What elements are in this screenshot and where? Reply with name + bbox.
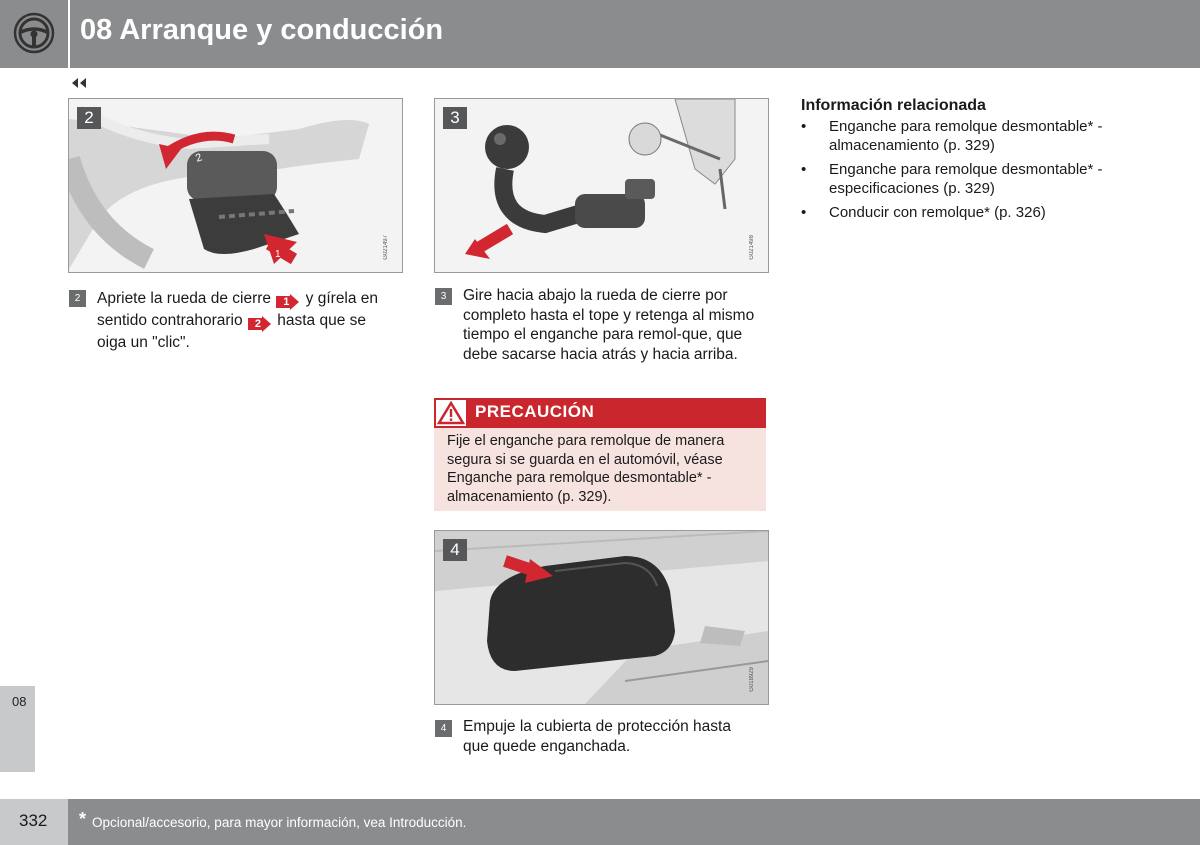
badge-1-label: 1 xyxy=(283,296,290,308)
tow-hook-removal-illustration xyxy=(435,99,768,272)
warning-triangle-icon xyxy=(436,400,466,426)
double-chevron-left-icon[interactable] xyxy=(70,76,88,94)
chapter-title: 08 Arranque y conducción xyxy=(80,14,444,46)
figure-4 xyxy=(434,530,769,705)
chapter-tab-label: 08 xyxy=(12,694,27,709)
step-2-part3: hasta que se oiga un "clic". xyxy=(97,312,367,351)
footnote-star: * xyxy=(79,809,87,829)
related-link[interactable]: • Conducir con remolque* (p. 326) xyxy=(801,203,1141,222)
footer-bar xyxy=(68,799,1200,845)
step-number-badge: 3 xyxy=(435,288,452,305)
figure-code: G018929 xyxy=(749,667,755,692)
chapter-icon-box xyxy=(0,0,70,68)
chapter-header xyxy=(0,0,1200,68)
svg-text:2: 2 xyxy=(193,151,204,165)
step-2-part2: y gírela en sentido contrahorario xyxy=(97,290,379,329)
step-number-badge: 4 xyxy=(435,720,452,737)
page-number-box xyxy=(0,799,68,845)
step-2-text xyxy=(97,288,397,354)
tow-hook-lock-illustration xyxy=(69,99,402,272)
step-4-text: Empuje la cubierta de protección hasta que quede enganchada. xyxy=(463,718,731,755)
caution-header xyxy=(434,398,766,428)
red-arrow-badge-2-icon xyxy=(248,316,272,332)
related-link[interactable]: • Enganche para remolque desmontable* - especificaciones (p. 329) xyxy=(801,160,1141,198)
figure-number: 2 xyxy=(77,107,101,129)
figure-number: 4 xyxy=(443,539,467,561)
steering-wheel-icon xyxy=(13,12,55,54)
step-3-text: Gire hacia abajo la rueda de cierre por completo hasta el tope y retenga al mismo tiempo el enganche para remol-que, que debe sacarse hacia atrás y hacia arriba. xyxy=(463,287,755,363)
red-arrow-badge-1-icon xyxy=(276,294,300,310)
related-link[interactable]: • Enganche para remolque desmontable* - almacenamiento (p. 329) xyxy=(801,117,1141,155)
footnote-text: Opcional/accesorio, para mayor información, vea Introducción. xyxy=(92,815,467,830)
figure-3 xyxy=(434,98,769,273)
caution-title: PRECAUCIÓN xyxy=(475,402,595,421)
step-2-part1: Apriete la rueda de cierre xyxy=(97,290,272,307)
step-number-badge: 2 xyxy=(69,290,86,307)
related-info-list xyxy=(801,117,1141,227)
figure-code: G021498 xyxy=(749,235,755,260)
caution-body: Fije el enganche para remolque de manera segura si se guarda en el automóvil, véase Enganche para remolque desmontable* - almacenamiento (p. 329). xyxy=(447,433,725,505)
chapter-side-tab xyxy=(0,686,35,772)
figure-number: 3 xyxy=(443,107,467,129)
svg-text:1: 1 xyxy=(275,249,281,260)
badge-2-label: 2 xyxy=(254,318,261,330)
caution-box xyxy=(434,398,766,511)
protective-cover-illustration xyxy=(435,531,768,704)
figure-2 xyxy=(68,98,403,273)
figure-code: G021497 xyxy=(383,235,389,260)
related-info-title: Información relacionada xyxy=(801,97,986,114)
page-number: 332 xyxy=(19,811,48,830)
